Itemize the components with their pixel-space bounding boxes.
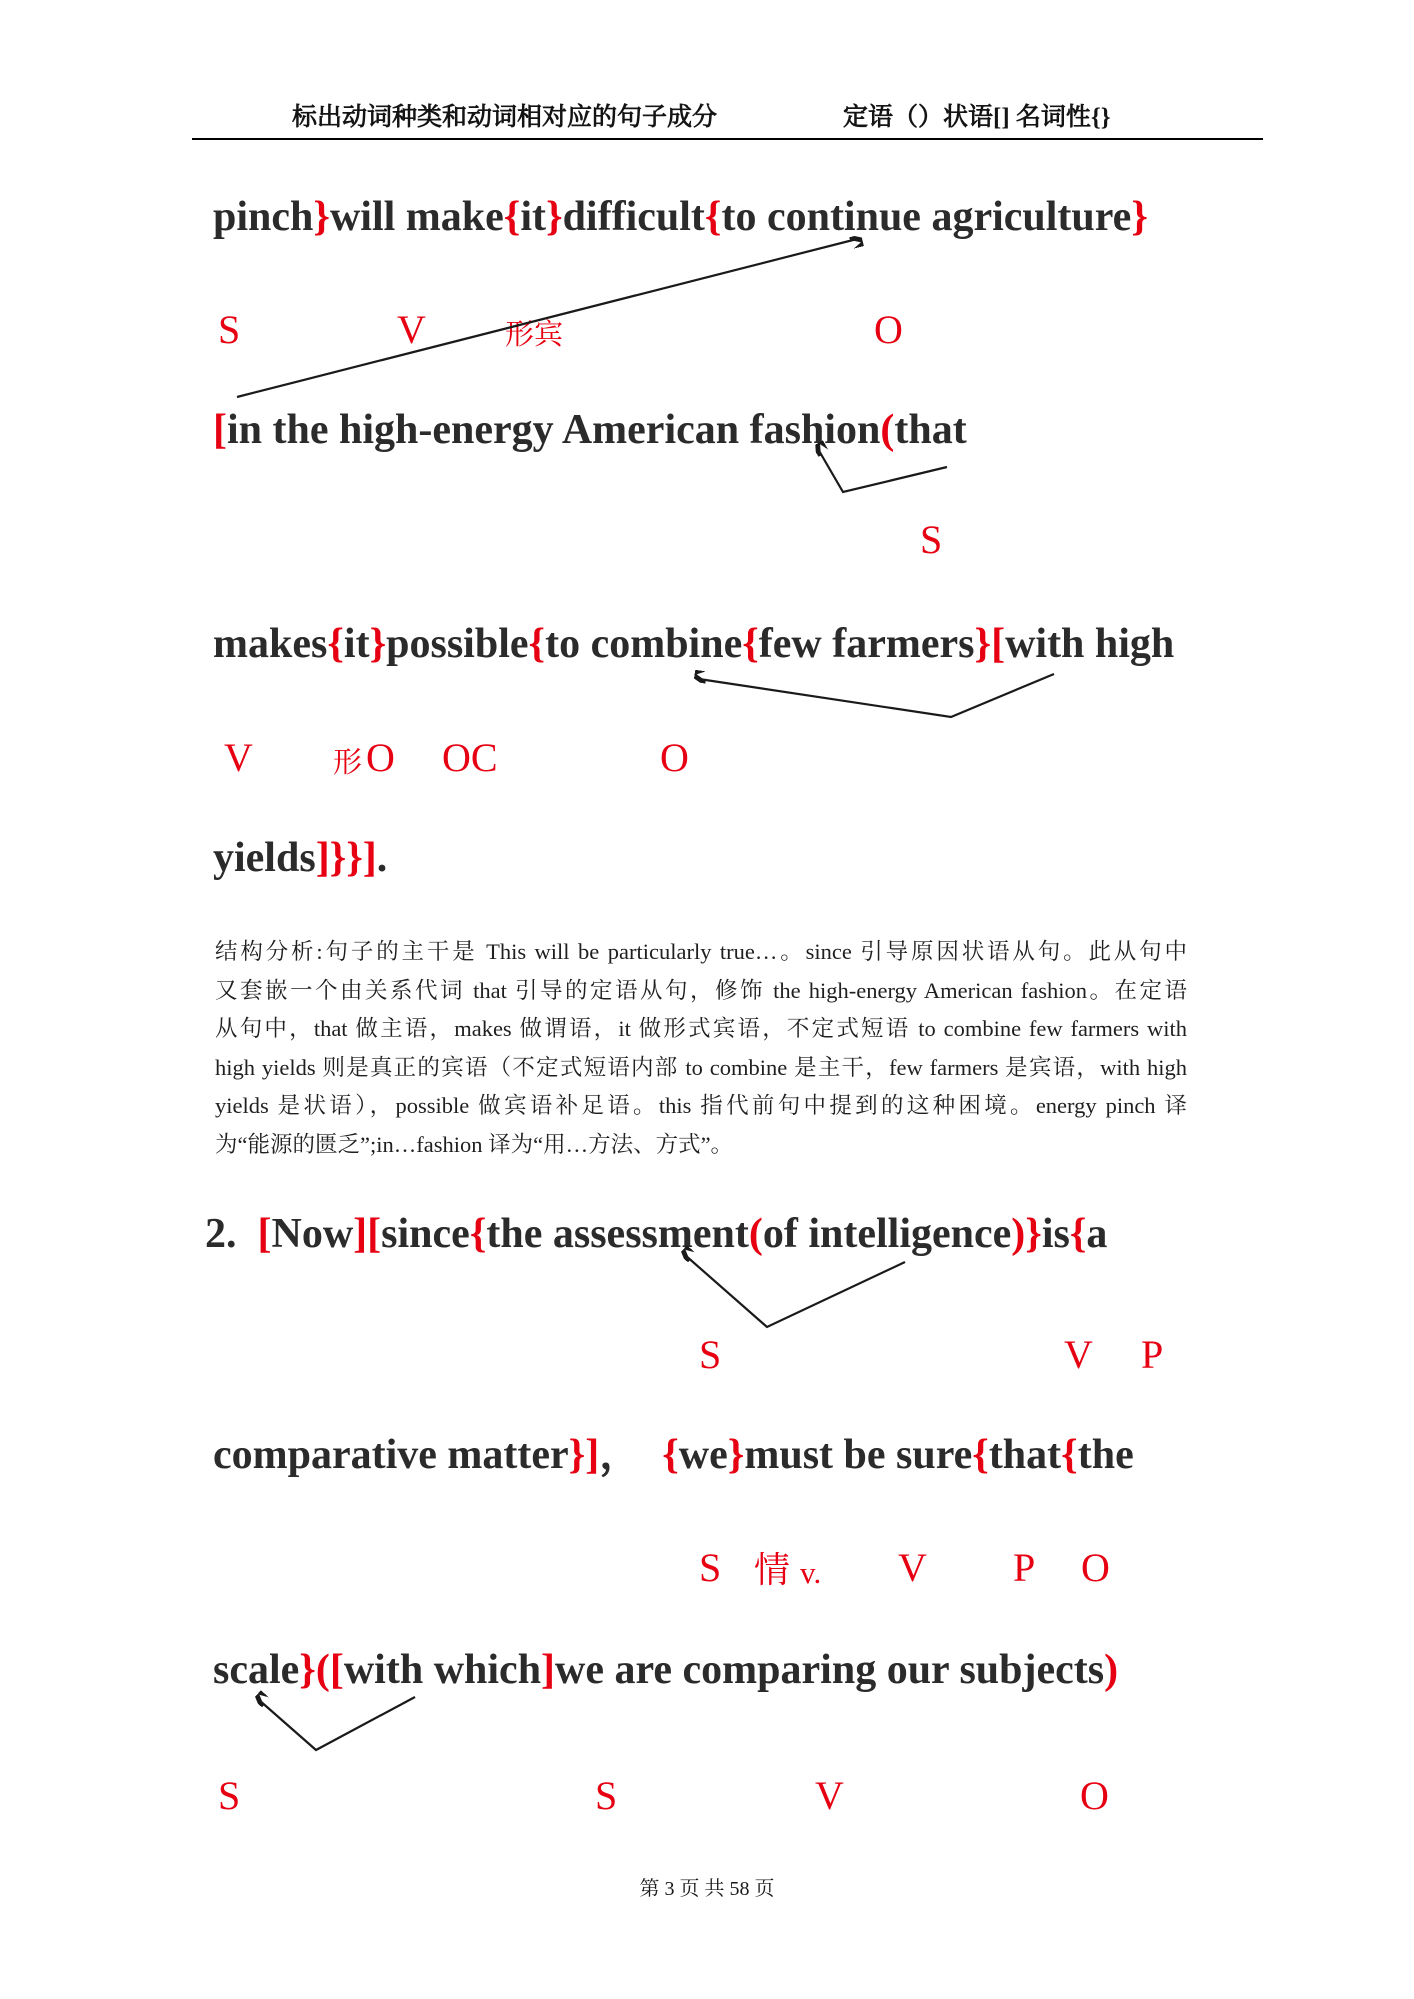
grammar-label: V	[224, 735, 253, 780]
analysis-paragraph	[215, 933, 1187, 1165]
sentence-text: to continue agriculture	[721, 194, 1132, 240]
sentence-text: the	[1077, 1432, 1134, 1478]
grammar-label: 情	[754, 1550, 791, 1590]
bracket-mark: [	[257, 1211, 272, 1257]
sentence-text: ，	[599, 1432, 663, 1478]
bracket-mark: }	[727, 1432, 745, 1478]
bracket-mark: (	[880, 407, 895, 453]
analysis-line: yields 是状语），possible 做宾语补足语。this 指代前句中提到的这种困境。energy pinch 译	[215, 1093, 1187, 1119]
grammar-label: O	[1081, 1545, 1110, 1590]
grammar-label: 形	[333, 747, 363, 779]
label-s-fashion	[0, 508, 1414, 560]
analysis-line: 结构分析:句子的主干是 This will be particularly true…。since 引导原因状语从句。此从句中	[215, 939, 1187, 964]
bracket-mark: {	[1061, 1432, 1078, 1478]
bracket-mark: (	[748, 1211, 763, 1257]
bracket-mark: {	[662, 1432, 679, 1478]
bracket-mark: }	[1131, 194, 1148, 240]
labels-row4	[0, 1536, 1414, 1588]
grammar-label: P	[1013, 1545, 1036, 1590]
sentence-text: with high	[1005, 621, 1175, 667]
grammar-label: V	[1064, 1332, 1093, 1377]
labels-row1	[0, 298, 1414, 350]
sentence-text: of intelligence	[762, 1211, 1012, 1257]
sentence-text: we are comparing our subjects	[555, 1647, 1105, 1693]
sentence1-line1	[213, 195, 1148, 239]
bracket-mark: )	[1104, 1647, 1119, 1693]
grammar-label: V	[898, 1545, 927, 1590]
page-number: 第 3 页 共 58 页	[639, 1878, 775, 1900]
bracket-mark: }	[546, 194, 563, 240]
analysis-line: 又套嵌一个由关系代词 that 引导的定语从句，修饰 the high-energy American fashion。在定语	[215, 977, 1187, 1003]
sentence1-line4	[213, 836, 387, 880]
sentence2-line1	[205, 1212, 1107, 1256]
bracket-mark: ][	[353, 1211, 382, 1257]
bracket-mark: [	[329, 1647, 344, 1693]
bracket-mark: ]}}]	[315, 835, 377, 881]
bracket-mark: {	[327, 621, 344, 667]
bracket-mark: [	[213, 407, 227, 453]
sentence1-line3	[213, 622, 1174, 666]
grammar-label: O	[874, 307, 903, 352]
analysis-line: 为“能源的匮乏”;in…fashion 译为“用…方法、方式”。	[215, 1131, 734, 1157]
grammar-label: S	[218, 307, 241, 352]
sentence-text: with which	[343, 1647, 542, 1693]
sentence-text: in the high-energy American fashion	[227, 407, 881, 453]
grammar-label: S	[699, 1545, 722, 1590]
sentence-text: pinch	[213, 194, 314, 240]
labels-row5	[0, 1764, 1414, 1816]
bracket-mark: ]	[541, 1647, 556, 1693]
sentence-text: scale	[213, 1647, 300, 1693]
bracket-mark: {	[704, 194, 722, 240]
sentence1-line2	[213, 408, 967, 452]
header-right-legend: 定语（）状语[] 名词性{}	[843, 104, 1111, 131]
bracket-mark: {	[972, 1432, 989, 1478]
analysis-line: 从句中，that 做主语，makes 做谓语，it 做形式宾语，不定式短语 to combine few farmers with	[215, 1016, 1187, 1042]
sentence-text: that	[894, 407, 967, 453]
sentence-text: to combine	[545, 621, 743, 667]
bracket-mark: )}	[1011, 1211, 1042, 1257]
sentence-text: it	[520, 194, 546, 240]
bracket-mark: }	[369, 621, 387, 667]
sentence-text: we	[678, 1432, 728, 1478]
grammar-label: V	[397, 307, 426, 352]
grammar-label: P	[1141, 1332, 1164, 1377]
sentence-text: Now	[271, 1211, 354, 1257]
grammar-label: v.	[800, 1555, 822, 1590]
sentence-text: .	[376, 835, 388, 881]
analysis-line: high yields 则是真正的宾语（不定式短语内部 to combine 是主干，few farmers 是宾语，with high	[215, 1054, 1187, 1080]
arrow-to-combine	[699, 674, 1054, 717]
sentence-text: since	[381, 1211, 470, 1257]
bracket-mark: }	[974, 621, 992, 667]
bracket-mark: {	[1069, 1211, 1087, 1257]
grammar-label: V	[815, 1773, 844, 1818]
bracket-mark: }(	[299, 1647, 330, 1693]
labels-row3	[0, 1323, 1414, 1375]
header-underline	[192, 138, 1263, 140]
grammar-label: O	[366, 735, 395, 780]
grammar-label: O	[1080, 1773, 1109, 1818]
bracket-mark: [	[991, 621, 1006, 667]
sentence-text: makes	[213, 621, 328, 667]
grammar-label: S	[920, 517, 943, 562]
sentence-text: will make	[329, 194, 504, 240]
bracket-mark: }	[313, 194, 330, 240]
bracket-mark: {	[528, 621, 546, 667]
grammar-label: O	[660, 735, 689, 780]
grammar-label: S	[595, 1773, 618, 1818]
grammar-label: S	[699, 1332, 722, 1377]
sentence-text: is	[1041, 1211, 1070, 1257]
header-left-title: 标出动词种类和动词相对应的句子成分	[292, 104, 718, 131]
sentence-text: must be sure	[744, 1432, 973, 1478]
sentence2-line2	[213, 1433, 1134, 1477]
arrow-to-assessment	[685, 1255, 905, 1327]
labels-row2	[0, 726, 1414, 778]
sentence-text: 2.	[205, 1211, 258, 1257]
sentence-text: the assessment	[486, 1211, 749, 1257]
arrow-to-scale	[259, 1697, 415, 1750]
sentence-text: few farmers	[758, 621, 975, 667]
sentence-text: a	[1086, 1211, 1108, 1257]
grammar-label: S	[218, 1773, 241, 1818]
sentence-text: comparative matter	[213, 1432, 569, 1478]
sentence2-line3	[213, 1648, 1118, 1692]
bracket-mark: {	[742, 621, 759, 667]
sentence-text: yields	[213, 835, 316, 881]
grammar-label: OC	[442, 735, 498, 780]
bracket-mark: }]	[568, 1432, 600, 1478]
bracket-mark: {	[503, 194, 521, 240]
arrow-to-fashion	[818, 449, 947, 492]
sentence-text: that	[988, 1432, 1062, 1478]
sentence-text: possible	[386, 621, 529, 667]
grammar-label: 形宾	[505, 319, 564, 351]
sentence-text: difficult	[562, 194, 705, 240]
bracket-mark: {	[469, 1211, 487, 1257]
sentence-text: it	[343, 621, 370, 667]
